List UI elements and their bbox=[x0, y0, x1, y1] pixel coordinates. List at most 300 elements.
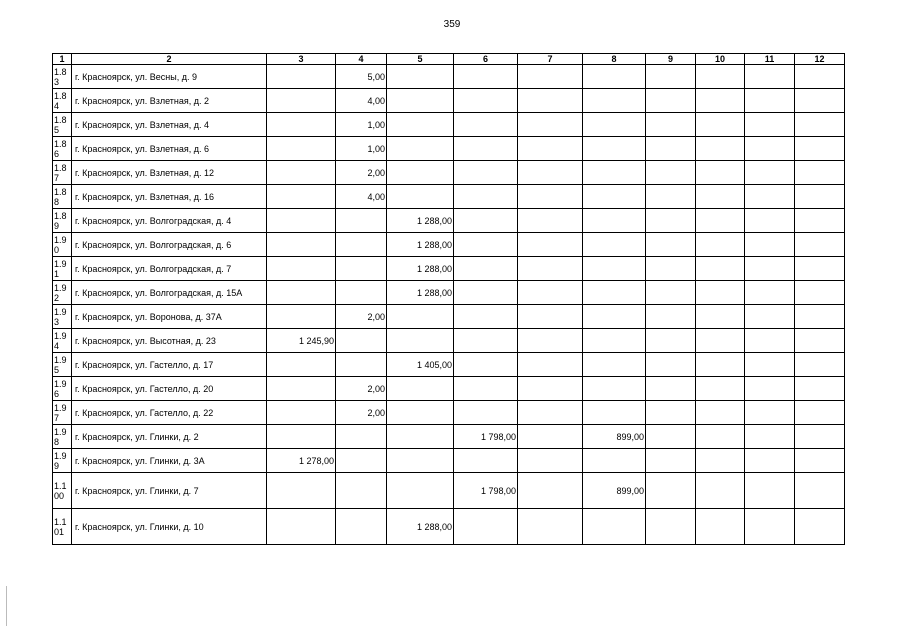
value-cell-c12 bbox=[795, 473, 845, 509]
value-cell-c11 bbox=[745, 329, 795, 353]
address-cell: г. Красноярск, ул. Взлетная, д. 4 bbox=[72, 113, 267, 137]
value-cell-c7 bbox=[518, 257, 583, 281]
value-cell-c12 bbox=[795, 257, 845, 281]
value-cell-c11 bbox=[745, 65, 795, 89]
table-row bbox=[53, 281, 845, 305]
value-cell-c11 bbox=[745, 137, 795, 161]
column-header: 11 bbox=[745, 54, 795, 65]
data-table bbox=[52, 53, 845, 545]
row-number bbox=[53, 137, 72, 161]
row-number-line: 1.8 bbox=[54, 114, 67, 125]
address-cell: г. Красноярск, ул. Взлетная, д. 16 bbox=[72, 185, 267, 209]
row-number-line: 6 bbox=[54, 388, 60, 399]
row-number bbox=[53, 161, 72, 185]
table-row bbox=[53, 257, 845, 281]
value-cell-c10 bbox=[696, 65, 745, 89]
table-row bbox=[53, 377, 845, 401]
row-number-line: 1.9 bbox=[54, 282, 67, 293]
value-cell-c9 bbox=[646, 113, 696, 137]
value-cell-c8 bbox=[583, 281, 646, 305]
row-number-line: 1.8 bbox=[54, 90, 67, 101]
address-cell: г. Красноярск, ул. Глинки, д. 2 bbox=[72, 425, 267, 449]
address-cell: г. Красноярск, ул. Волгоградская, д. 7 bbox=[72, 257, 267, 281]
value-cell-c12 bbox=[795, 377, 845, 401]
value-cell-c3 bbox=[267, 425, 336, 449]
value-cell-c3 bbox=[267, 257, 336, 281]
value-cell-c12 bbox=[795, 281, 845, 305]
data-table-container bbox=[52, 53, 845, 545]
row-number-line: 8 bbox=[54, 196, 60, 207]
value-cell-c12 bbox=[795, 449, 845, 473]
table-row bbox=[53, 233, 845, 257]
row-number bbox=[53, 377, 72, 401]
value-cell-c6 bbox=[454, 509, 518, 545]
value-cell-c12 bbox=[795, 233, 845, 257]
table-row bbox=[53, 305, 845, 329]
value-cell-c6 bbox=[454, 65, 518, 89]
value-cell-c10 bbox=[696, 473, 745, 509]
value-cell-c7 bbox=[518, 353, 583, 377]
value-cell-c5: 1 288,00 bbox=[387, 281, 454, 305]
column-header: 7 bbox=[518, 54, 583, 65]
value-cell-c9 bbox=[646, 281, 696, 305]
value-cell-c12 bbox=[795, 509, 845, 545]
value-cell-c9 bbox=[646, 473, 696, 509]
value-cell-c11 bbox=[745, 425, 795, 449]
value-cell-c11 bbox=[745, 305, 795, 329]
value-cell-c10 bbox=[696, 185, 745, 209]
value-cell-c3 bbox=[267, 89, 336, 113]
value-cell-c7 bbox=[518, 305, 583, 329]
value-cell-c7 bbox=[518, 209, 583, 233]
value-cell-c8 bbox=[583, 209, 646, 233]
table-body bbox=[53, 65, 845, 545]
value-cell-c10 bbox=[696, 425, 745, 449]
address-cell: г. Красноярск, ул. Глинки, д. 10 bbox=[72, 509, 267, 545]
value-cell-c3: 1 245,90 bbox=[267, 329, 336, 353]
value-cell-c9 bbox=[646, 509, 696, 545]
value-cell-c3 bbox=[267, 473, 336, 509]
value-cell-c10 bbox=[696, 137, 745, 161]
value-cell-c11 bbox=[745, 377, 795, 401]
address-cell: г. Красноярск, ул. Глинки, д. 7 bbox=[72, 473, 267, 509]
value-cell-c4 bbox=[336, 209, 387, 233]
value-cell-c3 bbox=[267, 377, 336, 401]
table-row bbox=[53, 89, 845, 113]
value-cell-c12 bbox=[795, 353, 845, 377]
value-cell-c6 bbox=[454, 89, 518, 113]
value-cell-c4: 4,00 bbox=[336, 89, 387, 113]
value-cell-c4: 2,00 bbox=[336, 377, 387, 401]
address-cell: г. Красноярск, ул. Весны, д. 9 bbox=[72, 65, 267, 89]
row-number bbox=[53, 305, 72, 329]
column-header: 1 bbox=[53, 54, 72, 65]
value-cell-c9 bbox=[646, 449, 696, 473]
value-cell-c9 bbox=[646, 89, 696, 113]
row-number bbox=[53, 257, 72, 281]
value-cell-c9 bbox=[646, 425, 696, 449]
value-cell-c10 bbox=[696, 209, 745, 233]
value-cell-c4 bbox=[336, 233, 387, 257]
address-cell: г. Красноярск, ул. Гастелло, д. 22 bbox=[72, 401, 267, 425]
value-cell-c5 bbox=[387, 89, 454, 113]
value-cell-c8 bbox=[583, 257, 646, 281]
column-header: 2 bbox=[72, 54, 267, 65]
value-cell-c7 bbox=[518, 233, 583, 257]
row-number bbox=[53, 425, 72, 449]
row-number-line: 1.8 bbox=[54, 210, 67, 221]
value-cell-c10 bbox=[696, 377, 745, 401]
value-cell-c3 bbox=[267, 353, 336, 377]
value-cell-c7 bbox=[518, 113, 583, 137]
value-cell-c8 bbox=[583, 449, 646, 473]
value-cell-c11 bbox=[745, 209, 795, 233]
value-cell-c12 bbox=[795, 185, 845, 209]
value-cell-c6: 1 798,00 bbox=[454, 473, 518, 509]
value-cell-c6 bbox=[454, 305, 518, 329]
value-cell-c8: 899,00 bbox=[583, 473, 646, 509]
value-cell-c4 bbox=[336, 281, 387, 305]
value-cell-c8 bbox=[583, 233, 646, 257]
row-number-line: 00 bbox=[54, 490, 65, 501]
row-number-line: 1.9 bbox=[54, 330, 67, 341]
value-cell-c4: 4,00 bbox=[336, 185, 387, 209]
value-cell-c3 bbox=[267, 509, 336, 545]
value-cell-c3 bbox=[267, 305, 336, 329]
value-cell-c6 bbox=[454, 401, 518, 425]
page-number: 359 bbox=[443, 19, 461, 30]
value-cell-c7 bbox=[518, 89, 583, 113]
address-cell: г. Красноярск, ул. Волгоградская, д. 6 bbox=[72, 233, 267, 257]
table-row bbox=[53, 209, 845, 233]
table-row bbox=[53, 113, 845, 137]
table-row bbox=[53, 161, 845, 185]
value-cell-c4 bbox=[336, 329, 387, 353]
row-number bbox=[53, 329, 72, 353]
value-cell-c6 bbox=[454, 329, 518, 353]
address-cell: г. Красноярск, ул. Высотная, д. 23 bbox=[72, 329, 267, 353]
value-cell-c6 bbox=[454, 281, 518, 305]
value-cell-c6 bbox=[454, 353, 518, 377]
value-cell-c5: 1 288,00 bbox=[387, 509, 454, 545]
value-cell-c4 bbox=[336, 509, 387, 545]
row-number bbox=[53, 509, 72, 545]
value-cell-c6 bbox=[454, 449, 518, 473]
value-cell-c5 bbox=[387, 161, 454, 185]
row-number-line: 1.1 bbox=[54, 480, 67, 491]
value-cell-c11 bbox=[745, 185, 795, 209]
value-cell-c9 bbox=[646, 209, 696, 233]
value-cell-c6 bbox=[454, 113, 518, 137]
row-number-line: 1.9 bbox=[54, 378, 67, 389]
value-cell-c7 bbox=[518, 161, 583, 185]
column-header: 4 bbox=[336, 54, 387, 65]
row-number-line: 3 bbox=[54, 316, 60, 327]
value-cell-c11 bbox=[745, 281, 795, 305]
row-number-line: 4 bbox=[54, 100, 60, 111]
value-cell-c11 bbox=[745, 449, 795, 473]
value-cell-c5 bbox=[387, 113, 454, 137]
column-header: 9 bbox=[646, 54, 696, 65]
value-cell-c8 bbox=[583, 329, 646, 353]
value-cell-c7 bbox=[518, 401, 583, 425]
value-cell-c10 bbox=[696, 89, 745, 113]
value-cell-c11 bbox=[745, 89, 795, 113]
row-number bbox=[53, 281, 72, 305]
value-cell-c3 bbox=[267, 233, 336, 257]
value-cell-c12 bbox=[795, 89, 845, 113]
column-header: 3 bbox=[267, 54, 336, 65]
value-cell-c6 bbox=[454, 209, 518, 233]
row-number-line: 9 bbox=[54, 220, 60, 231]
row-number-line: 1.9 bbox=[54, 402, 67, 413]
column-header: 5 bbox=[387, 54, 454, 65]
value-cell-c7 bbox=[518, 185, 583, 209]
value-cell-c10 bbox=[696, 281, 745, 305]
value-cell-c7 bbox=[518, 377, 583, 401]
value-cell-c11 bbox=[745, 161, 795, 185]
table-row bbox=[53, 137, 845, 161]
value-cell-c10 bbox=[696, 329, 745, 353]
address-cell: г. Красноярск, ул. Воронова, д. 37А bbox=[72, 305, 267, 329]
value-cell-c11 bbox=[745, 113, 795, 137]
value-cell-c9 bbox=[646, 185, 696, 209]
value-cell-c6 bbox=[454, 185, 518, 209]
row-number-line: 4 bbox=[54, 340, 60, 351]
row-number bbox=[53, 185, 72, 209]
value-cell-c11 bbox=[745, 353, 795, 377]
value-cell-c6 bbox=[454, 377, 518, 401]
value-cell-c9 bbox=[646, 305, 696, 329]
value-cell-c5 bbox=[387, 473, 454, 509]
value-cell-c4 bbox=[336, 257, 387, 281]
row-number-line: 1.8 bbox=[54, 66, 67, 77]
value-cell-c8 bbox=[583, 89, 646, 113]
value-cell-c12 bbox=[795, 65, 845, 89]
value-cell-c5 bbox=[387, 401, 454, 425]
value-cell-c5 bbox=[387, 449, 454, 473]
row-number bbox=[53, 89, 72, 113]
row-number-line: 2 bbox=[54, 292, 60, 303]
value-cell-c3 bbox=[267, 281, 336, 305]
value-cell-c5 bbox=[387, 137, 454, 161]
value-cell-c7 bbox=[518, 329, 583, 353]
row-number bbox=[53, 473, 72, 509]
value-cell-c12 bbox=[795, 137, 845, 161]
value-cell-c4 bbox=[336, 473, 387, 509]
value-cell-c11 bbox=[745, 257, 795, 281]
row-number-line: 1.9 bbox=[54, 234, 67, 245]
value-cell-c9 bbox=[646, 401, 696, 425]
value-cell-c10 bbox=[696, 257, 745, 281]
value-cell-c4: 1,00 bbox=[336, 137, 387, 161]
value-cell-c8 bbox=[583, 113, 646, 137]
value-cell-c5 bbox=[387, 377, 454, 401]
table-row bbox=[53, 401, 845, 425]
value-cell-c10 bbox=[696, 449, 745, 473]
value-cell-c12 bbox=[795, 305, 845, 329]
value-cell-c6 bbox=[454, 161, 518, 185]
row-number-line: 1.9 bbox=[54, 258, 67, 269]
value-cell-c10 bbox=[696, 401, 745, 425]
address-cell: г. Красноярск, ул. Гастелло, д. 17 bbox=[72, 353, 267, 377]
value-cell-c6: 1 798,00 bbox=[454, 425, 518, 449]
value-cell-c3 bbox=[267, 65, 336, 89]
value-cell-c4: 2,00 bbox=[336, 401, 387, 425]
value-cell-c10 bbox=[696, 113, 745, 137]
address-cell: г. Красноярск, ул. Взлетная, д. 12 bbox=[72, 161, 267, 185]
value-cell-c4 bbox=[336, 425, 387, 449]
row-number bbox=[53, 449, 72, 473]
value-cell-c5: 1 288,00 bbox=[387, 209, 454, 233]
value-cell-c9 bbox=[646, 161, 696, 185]
value-cell-c4: 5,00 bbox=[336, 65, 387, 89]
row-number-line: 1.8 bbox=[54, 138, 67, 149]
value-cell-c8 bbox=[583, 401, 646, 425]
table-row bbox=[53, 65, 845, 89]
table-row bbox=[53, 353, 845, 377]
value-cell-c12 bbox=[795, 161, 845, 185]
value-cell-c8 bbox=[583, 353, 646, 377]
value-cell-c5 bbox=[387, 425, 454, 449]
table-row bbox=[53, 473, 845, 509]
row-number-line: 1.9 bbox=[54, 426, 67, 437]
address-cell: г. Красноярск, ул. Волгоградская, д. 15А bbox=[72, 281, 267, 305]
value-cell-c7 bbox=[518, 449, 583, 473]
value-cell-c3 bbox=[267, 401, 336, 425]
row-number-line: 1.8 bbox=[54, 186, 67, 197]
value-cell-c4: 2,00 bbox=[336, 305, 387, 329]
address-cell: г. Красноярск, ул. Глинки, д. 3А bbox=[72, 449, 267, 473]
value-cell-c8 bbox=[583, 65, 646, 89]
value-cell-c3 bbox=[267, 209, 336, 233]
address-cell: г. Красноярск, ул. Гастелло, д. 20 bbox=[72, 377, 267, 401]
value-cell-c3 bbox=[267, 161, 336, 185]
value-cell-c12 bbox=[795, 329, 845, 353]
value-cell-c9 bbox=[646, 329, 696, 353]
row-number-line: 5 bbox=[54, 124, 60, 135]
value-cell-c9 bbox=[646, 353, 696, 377]
value-cell-c9 bbox=[646, 137, 696, 161]
table-row bbox=[53, 329, 845, 353]
column-header: 12 bbox=[795, 54, 845, 65]
row-number-line: 1 bbox=[54, 268, 60, 279]
value-cell-c4 bbox=[336, 353, 387, 377]
value-cell-c4: 1,00 bbox=[336, 113, 387, 137]
value-cell-c12 bbox=[795, 113, 845, 137]
value-cell-c6 bbox=[454, 233, 518, 257]
value-cell-c6 bbox=[454, 137, 518, 161]
value-cell-c9 bbox=[646, 257, 696, 281]
row-number-line: 9 bbox=[54, 460, 60, 471]
value-cell-c5 bbox=[387, 65, 454, 89]
row-number-line: 1.9 bbox=[54, 450, 67, 461]
value-cell-c11 bbox=[745, 509, 795, 545]
column-header: 6 bbox=[454, 54, 518, 65]
value-cell-c8: 899,00 bbox=[583, 425, 646, 449]
value-cell-c7 bbox=[518, 281, 583, 305]
table-row bbox=[53, 185, 845, 209]
row-number bbox=[53, 209, 72, 233]
value-cell-c8 bbox=[583, 185, 646, 209]
value-cell-c5: 1 288,00 bbox=[387, 233, 454, 257]
value-cell-c10 bbox=[696, 305, 745, 329]
value-cell-c7 bbox=[518, 509, 583, 545]
value-cell-c8 bbox=[583, 305, 646, 329]
value-cell-c9 bbox=[646, 233, 696, 257]
value-cell-c8 bbox=[583, 137, 646, 161]
row-number-line: 5 bbox=[54, 364, 60, 375]
address-cell: г. Красноярск, ул. Волгоградская, д. 4 bbox=[72, 209, 267, 233]
value-cell-c6 bbox=[454, 257, 518, 281]
value-cell-c4 bbox=[336, 449, 387, 473]
value-cell-c10 bbox=[696, 233, 745, 257]
row-number-line: 3 bbox=[54, 76, 60, 87]
row-number bbox=[53, 113, 72, 137]
value-cell-c12 bbox=[795, 425, 845, 449]
row-number-line: 1.9 bbox=[54, 306, 67, 317]
value-cell-c12 bbox=[795, 401, 845, 425]
value-cell-c5 bbox=[387, 329, 454, 353]
row-number bbox=[53, 65, 72, 89]
column-header: 10 bbox=[696, 54, 745, 65]
row-number bbox=[53, 233, 72, 257]
row-number-line: 01 bbox=[54, 526, 65, 537]
value-cell-c9 bbox=[646, 65, 696, 89]
value-cell-c5 bbox=[387, 185, 454, 209]
value-cell-c11 bbox=[745, 401, 795, 425]
row-number-line: 8 bbox=[54, 436, 60, 447]
value-cell-c10 bbox=[696, 161, 745, 185]
value-cell-c3 bbox=[267, 137, 336, 161]
value-cell-c4: 2,00 bbox=[336, 161, 387, 185]
table-row bbox=[53, 425, 845, 449]
value-cell-c10 bbox=[696, 509, 745, 545]
value-cell-c11 bbox=[745, 473, 795, 509]
value-cell-c3 bbox=[267, 113, 336, 137]
value-cell-c7 bbox=[518, 65, 583, 89]
row-number-line: 6 bbox=[54, 148, 60, 159]
value-cell-c3 bbox=[267, 185, 336, 209]
value-cell-c10 bbox=[696, 353, 745, 377]
value-cell-c9 bbox=[646, 377, 696, 401]
value-cell-c8 bbox=[583, 509, 646, 545]
header-row bbox=[53, 54, 845, 65]
value-cell-c7 bbox=[518, 473, 583, 509]
value-cell-c7 bbox=[518, 425, 583, 449]
address-cell: г. Красноярск, ул. Взлетная, д. 6 bbox=[72, 137, 267, 161]
value-cell-c5: 1 288,00 bbox=[387, 257, 454, 281]
row-number bbox=[53, 401, 72, 425]
value-cell-c8 bbox=[583, 377, 646, 401]
row-number-line: 7 bbox=[54, 172, 60, 183]
row-number-line: 1.1 bbox=[54, 516, 67, 527]
value-cell-c3: 1 278,00 bbox=[267, 449, 336, 473]
value-cell-c8 bbox=[583, 161, 646, 185]
row-number-line: 1.9 bbox=[54, 354, 67, 365]
value-cell-c12 bbox=[795, 209, 845, 233]
table-row bbox=[53, 449, 845, 473]
margin-mark bbox=[6, 586, 7, 626]
value-cell-c11 bbox=[745, 233, 795, 257]
value-cell-c5: 1 405,00 bbox=[387, 353, 454, 377]
value-cell-c7 bbox=[518, 137, 583, 161]
table-row bbox=[53, 509, 845, 545]
row-number-line: 1.8 bbox=[54, 162, 67, 173]
row-number-line: 0 bbox=[54, 244, 60, 255]
column-header: 8 bbox=[583, 54, 646, 65]
value-cell-c5 bbox=[387, 305, 454, 329]
